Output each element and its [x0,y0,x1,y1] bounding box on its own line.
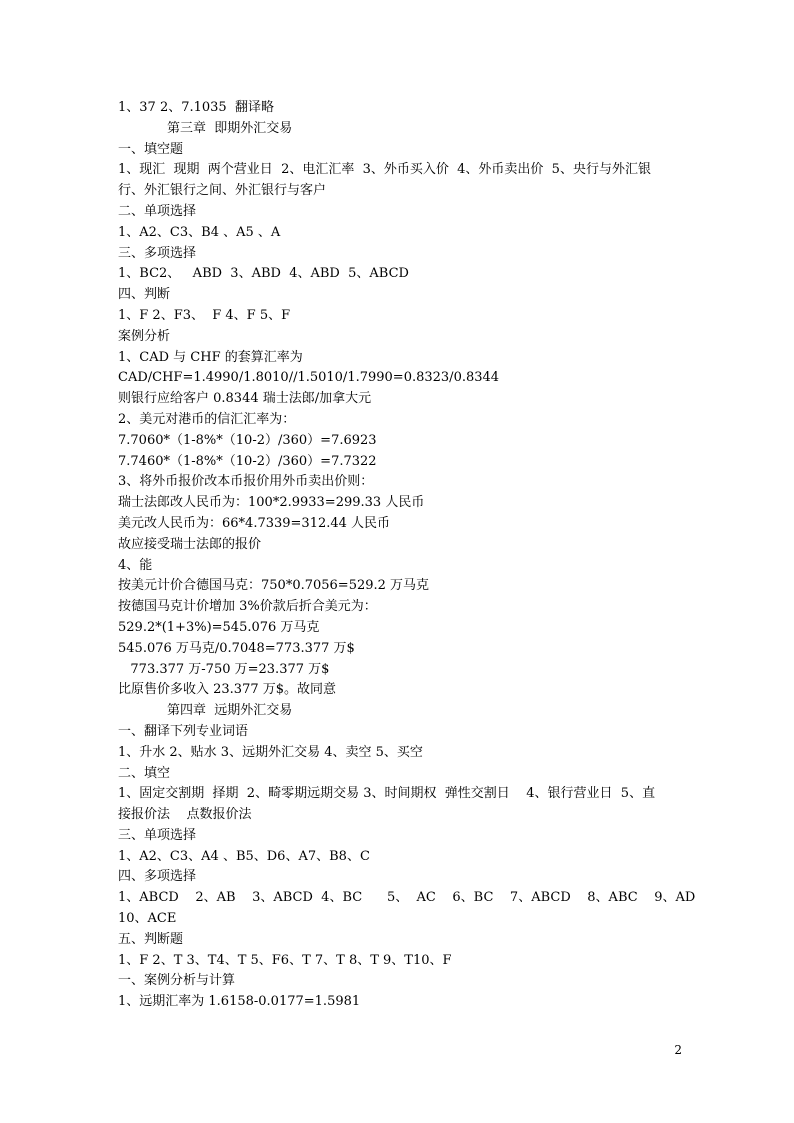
text-line: 1、F 2、F3、 F 4、F 5、F [118,307,291,323]
text-line: 1、ABCD 2、AB 3、ABCD 4、BC 5、 AC 6、BC 7、ABCD 8、ABC 9、AD [118,890,696,906]
section-heading: 一、案例分析与计算 [118,973,236,989]
section-heading: 四、判断 [118,287,171,303]
text-line: 773.377 万-750 万=23.377 万$ [118,661,330,677]
text-line: 1、37 2、7.1035 翻译略 [118,100,274,115]
text-line: 按德国马克计价增加 3%价款后折合美元为： [118,599,377,615]
section-heading: 一、填空题 [118,141,184,157]
text-line: 4、能 [118,557,153,573]
text-line: 1、A2、C3、A4 、B5、D6、A7、B8、C [118,848,370,864]
text-line: 529.2*(1+3%)=545.076 万马克 [118,619,320,635]
section-heading: 一、翻译下列专业词语 [118,723,249,739]
text-line: 1、F 2、T 3、T4、T 5、F6、T 7、T 8、T 9、T10、F [118,952,452,968]
text-line: 1、升水 2、贴水 3、远期外汇交易 4、卖空 5、买空 [118,744,423,760]
chapter-heading: 第四章 远期外汇交易 [167,703,293,719]
text-line: 1、A2、C3、B4 、A5 、A [118,224,281,240]
text-line: 美元改人民币为：66*4.7339=312.44 人民币 [118,515,391,531]
text-line: 7.7060*（1-8%*（10-2）/360）=7.6923 [118,432,377,448]
document-body [118,98,696,1013]
section-heading: 二、单项选择 [118,203,197,219]
text-line: 故应接受瑞士法郎的报价 [118,536,262,552]
text-line: 行、外汇银行之间、外汇银行与客户 [118,183,327,199]
text-line: 1、BC2、 ABD 3、ABD 4、ABD 5、ABCD [118,266,409,282]
section-heading: 四、多项选择 [118,869,197,885]
section-heading: 二、填空 [118,765,171,781]
text-line: 比原售价多收入 23.377 万$。故同意 [118,682,337,698]
text-line: 接报价法 点数报价法 [118,807,252,823]
section-heading: 三、多项选择 [118,245,197,261]
text-line: CAD/CHF=1.4990/1.8010//1.5010/1.7990=0.8323/0.8344 [118,370,500,386]
text-line: 1、远期汇率为 1.6158-0.0177=1.5981 [118,994,361,1010]
text-line: 1、固定交割期 择期 2、畸零期远期交易 3、时间期权 弹性交割日 4、银行营业日 5、直 [118,786,656,802]
text-line: 3、将外币报价改本币报价用外币卖出价则： [118,474,374,490]
text-line: 按美元计价合德国马克：750*0.7056=529.2 万马克 [118,578,430,594]
section-heading: 五、判断题 [118,931,184,947]
section-heading: 案例分析 [118,328,171,344]
chapter-heading: 第三章 即期外汇交易 [167,120,293,136]
section-heading: 三、单项选择 [118,827,197,843]
text-line: 1、CAD 与 CHF 的套算汇率为 [118,349,303,365]
text-line: 545.076 万马克/0.7048=773.377 万$ [118,640,355,656]
page-number: 2 [674,1043,682,1057]
text-line: 瑞士法郎改人民币为：100*2.9933=299.33 人民币 [118,495,425,511]
text-line: 7.7460*（1-8%*（10-2）/360）=7.7322 [118,453,377,469]
text-line: 则银行应给客户 0.8344 瑞士法郎/加拿大元 [118,391,372,407]
text-line: 10、ACE [118,911,177,927]
text-line: 2、美元对港币的信汇汇率为： [118,411,296,427]
text-line: 1、现汇 现期 两个营业日 2、电汇汇率 3、外币买入价 4、外币卖出价 5、央行与外汇银 [118,162,651,178]
